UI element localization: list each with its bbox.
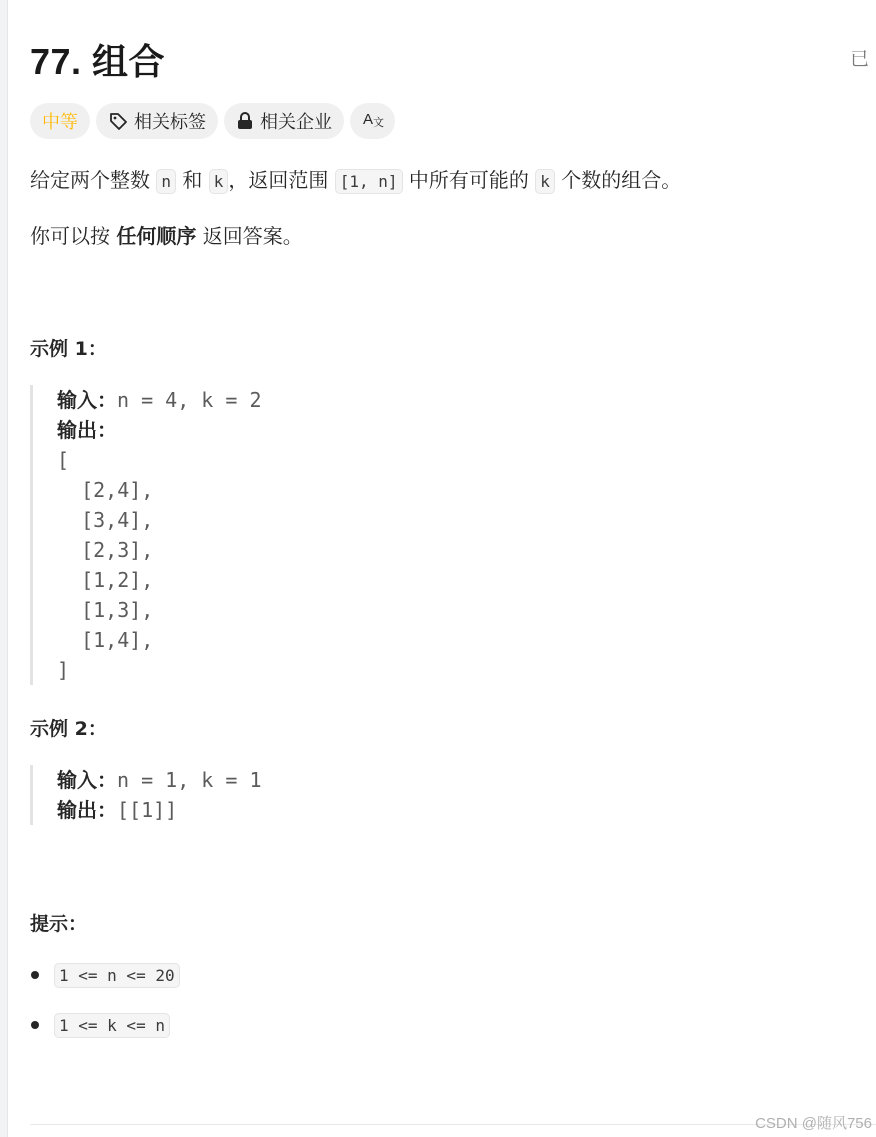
tag-icon	[108, 111, 128, 131]
translate-icon	[362, 109, 384, 134]
solved-status-text: 已	[850, 48, 870, 70]
lock-icon	[236, 111, 254, 131]
description-paragraph-2: 你可以按 任何顺序 返回答案。	[30, 224, 303, 248]
example-2-block	[30, 765, 262, 825]
input-value: n = 4, k = 2	[117, 388, 262, 412]
output-line: ]	[57, 658, 70, 682]
output-line: [1,2],	[57, 568, 154, 592]
example-1-title: 示例 1：	[30, 338, 107, 360]
inline-code-k: k	[209, 169, 229, 194]
left-panel-edge	[0, 0, 8, 1137]
svg-text:A: A	[362, 110, 373, 128]
output-value: [[1]]	[117, 798, 178, 822]
list-item	[30, 1010, 180, 1040]
constraint-code: 1 <= k <= n	[54, 1013, 170, 1038]
list-item	[30, 960, 180, 990]
input-label: 输入：	[57, 388, 117, 412]
example-2-title: 示例 2：	[30, 718, 107, 740]
output-label: 输出：	[57, 798, 117, 822]
output-line: [	[57, 448, 70, 472]
watermark: CSDN @随风756	[755, 1115, 872, 1132]
related-topics-button[interactable]	[96, 103, 218, 139]
problem-description-panel	[30, 0, 876, 1137]
description-paragraph-1: 给定两个整数 n 和 k ，返回范围 [1, n] 中所有可能的 k 个数的组合。	[30, 168, 682, 192]
output-line: [2,3],	[57, 538, 154, 562]
output-line: [1,3],	[57, 598, 154, 622]
related-topics-label: 相关标签	[134, 112, 206, 133]
example-1-block	[30, 385, 262, 685]
difficulty-label: 中等	[42, 112, 78, 133]
constraint-code: 1 <= n <= 20	[54, 963, 180, 988]
svg-text:文: 文	[372, 116, 384, 129]
divider	[30, 1124, 876, 1125]
related-companies-label: 相关企业	[260, 112, 332, 133]
constraints-list	[30, 960, 180, 1060]
bullet-icon	[31, 1021, 39, 1029]
inline-code-range: [1, n]	[335, 169, 403, 194]
difficulty-badge	[30, 103, 90, 139]
inline-code-n: n	[156, 169, 176, 194]
inline-code-k: k	[535, 169, 555, 194]
input-value: n = 1, k = 1	[117, 768, 262, 792]
tag-row	[30, 103, 395, 139]
bullet-icon	[31, 971, 39, 979]
problem-title: 77. 组合	[30, 41, 166, 82]
output-line: [2,4],	[57, 478, 154, 502]
related-companies-button[interactable]	[224, 103, 344, 139]
constraints-title: 提示：	[30, 913, 88, 935]
output-label: 输出：	[57, 418, 117, 442]
output-line: [1,4],	[57, 628, 154, 652]
emphasis-text: 任何顺序	[116, 224, 197, 248]
output-line: [3,4],	[57, 508, 154, 532]
input-label: 输入：	[57, 768, 117, 792]
translate-button[interactable]	[350, 103, 395, 139]
